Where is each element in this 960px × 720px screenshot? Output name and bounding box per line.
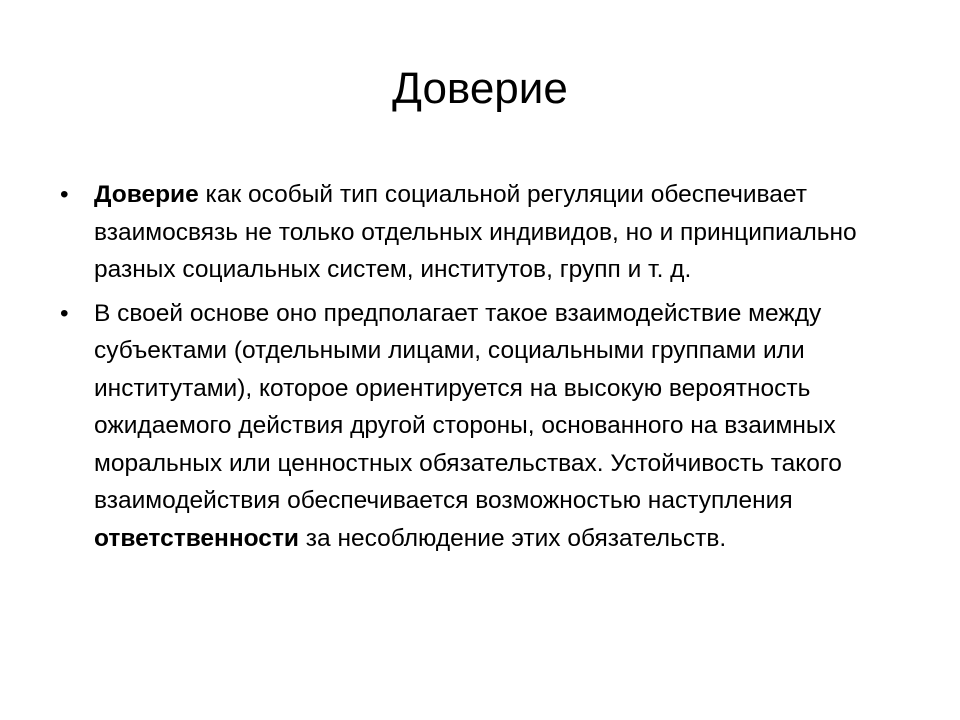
bullet-text-tail: за несоблюдение этих обязательств. xyxy=(298,524,727,552)
bullet-icon: • xyxy=(60,181,69,208)
bullet-icon: • xyxy=(60,299,69,327)
bullet-item xyxy=(60,295,880,558)
slide-title: Доверие xyxy=(392,64,568,113)
bold-term: ответственности xyxy=(94,524,299,552)
bullet-text: как особый тип социальной регуляции обеспечивает взаимосвязь не только отдельных индивидов, но и принципиально разных социальных систем, институтов, групп и т. д. xyxy=(94,181,857,283)
bold-term: Доверие xyxy=(94,181,199,208)
bullet-item xyxy=(60,176,880,289)
bullet-list xyxy=(60,176,880,563)
bullet-text: В своей основе оно предполагает такое взаимодействие между субъектами (отдельными лицами, социальными группами или институтами), которое ориентируется на высокую вероятность ожидаемого действия другой стороны, основанного на взаимных моральных или ценностных обязательствах. Устойчивость такого взаимодействия обеспечивается возможностью наступления xyxy=(94,299,842,514)
